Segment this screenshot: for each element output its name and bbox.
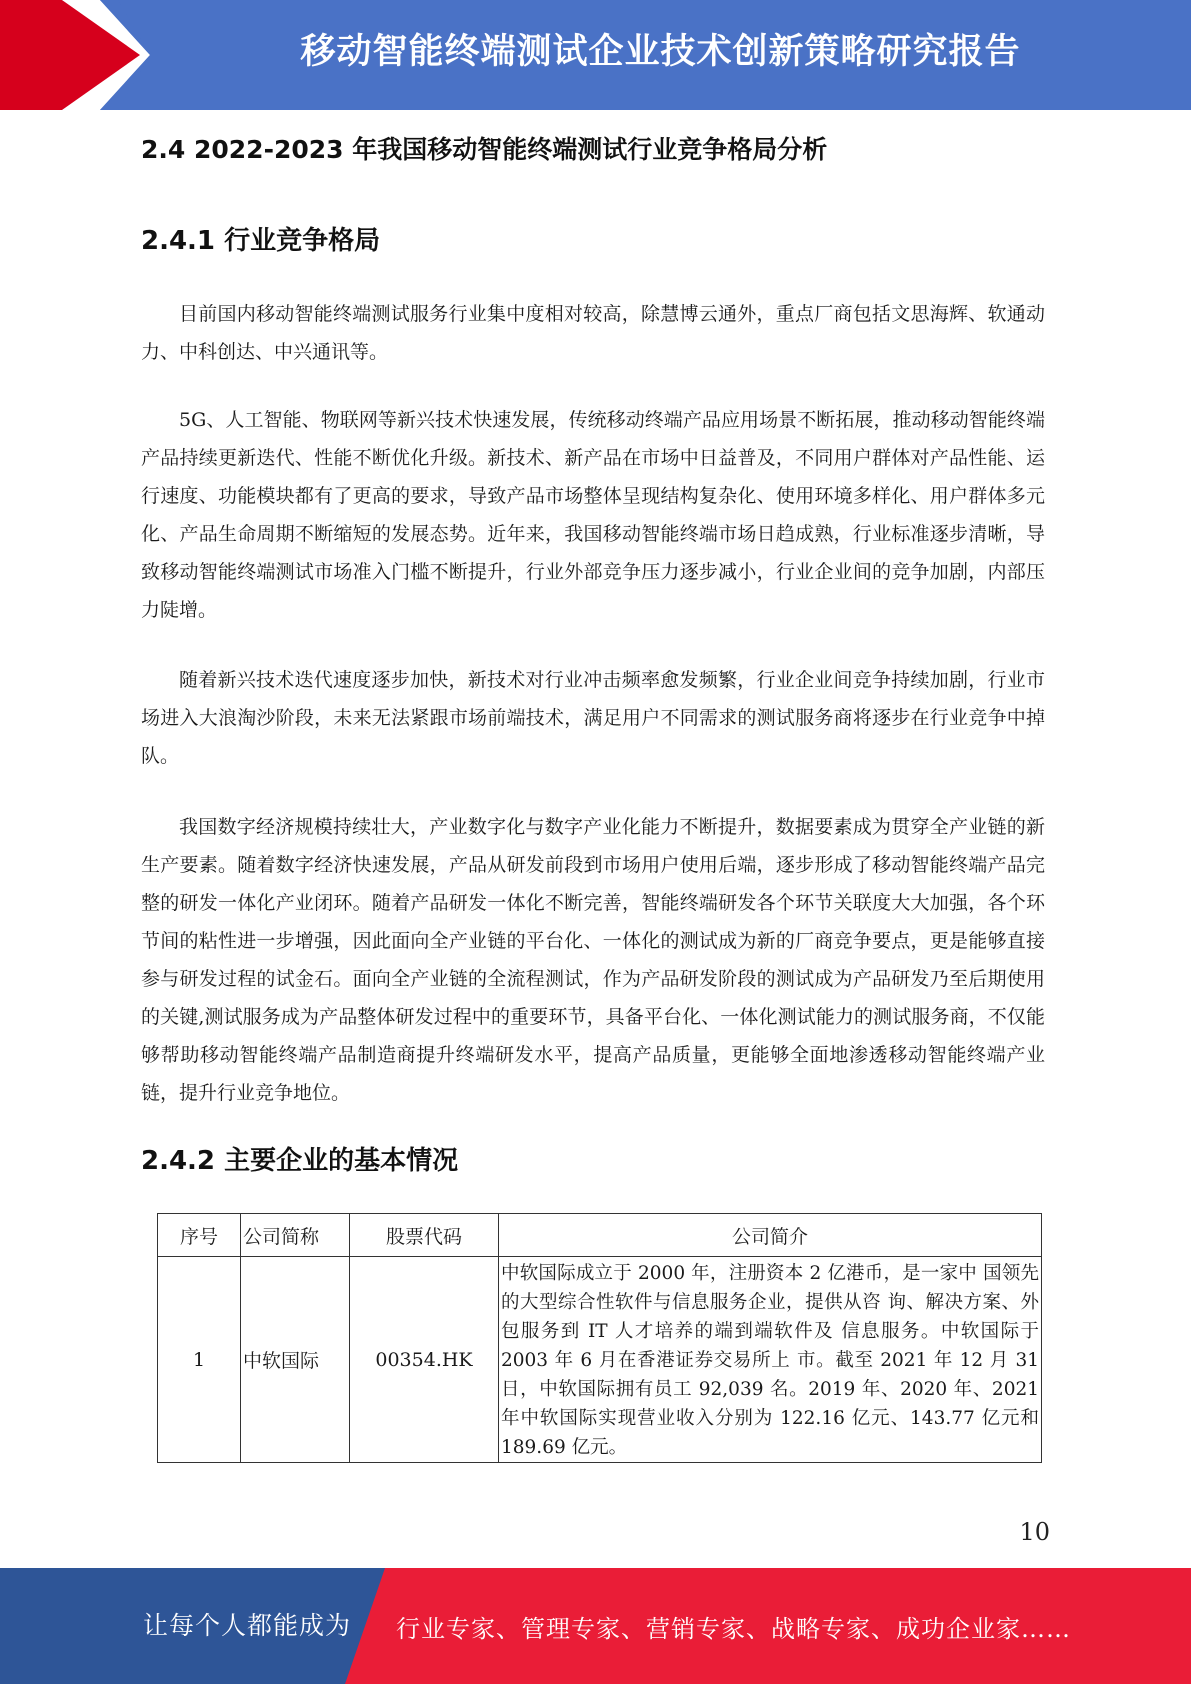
header-banner [0,0,1191,110]
section-heading-2-4: 2.4 2022-2023 年我国移动智能终端测试行业竞争格局分析 [141,135,828,164]
col-header-company: 公司简称 [241,1214,350,1257]
report-title: 移动智能终端测试企业技术创新策略研究报告 [300,32,1021,72]
company-table [157,1213,1042,1463]
section-heading-2-4-1: 2.4.1 行业竞争格局 [141,226,381,256]
col-header-stock-code: 股票代码 [350,1214,499,1257]
paragraph-2: 5G、人工智能、物联网等新兴技术快速发展，传统移动终端产品应用场景不断拓展，推动移动智能终端产品持续更新迭代、性能不断优化升级。新技术、新产品在市场中日益普及，不同用户群体对产品性能、运行速度、功能模块都有了更高的要求，导致产品市场整体呈现结构复杂化、使用环境多样化、用户群体多元化、产品生命周期不断缩短的发展态势。近年来，我国移动智能终端市场日趋成熟，行业标准逐步清晰，导致移动智能终端测试市场准入门槛不断提升，行业外部竞争压力逐步减小，行业企业间的竞争加剧，内部压力陡增。 [141,409,1045,621]
page-number: 10 [1019,1518,1050,1546]
col-header-number: 序号 [158,1214,241,1257]
cell-number: 1 [158,1257,241,1463]
paragraph-4: 我国数字经济规模持续壮大，产业数字化与数字产业化能力不断提升，数据要素成为贯穿全产业链的新生产要素。随着数字经济快速发展，产品从研发前段到市场用户使用后端，逐步形成了移动智能终端产品完整的研发一体化产业闭环。随着产品研发一体化不断完善，智能终端研发各个环节关联度大大加强，各个环节间的粘性进一步增强，因此面向全产业链的平台化、一体化的测试成为新的厂商竞争要点，更是能够直接参与研发过程的试金石。面向全产业链的全流程测试，作为产品研发阶段的测试成为产品研发乃至后期使用的关键,测试服务成为产品整体研发过程中的重要环节，具备平台化、一体化测试能力的测试服务商，不仅能够帮助移动智能终端产品制造商提升终端研发水平，提高产品质量，更能够全面地渗透移动智能终端产业链，提升行业竞争地位。 [141,816,1045,1104]
table-header-row [158,1214,1042,1257]
col-header-intro: 公司简介 [499,1214,1042,1257]
table-row [158,1257,1042,1463]
paragraph-3: 随着新兴技术迭代速度逐步加快，新技术对行业冲击频率愈发频繁，行业企业间竞争持续加剧，行业市场进入大浪淘沙阶段，未来无法紧跟市场前端技术，满足用户不同需求的测试服务商将逐步在行业竞争中掉队。 [141,669,1045,767]
company-table-wrapper [157,1213,1042,1463]
footer-slogan-left: 让每个人都能成为 [143,1611,352,1640]
section-heading-2-4-2: 2.4.2 主要企业的基本情况 [141,1146,459,1176]
cell-stock-code: 00354.HK [350,1257,499,1463]
footer-slogan-right: 行业专家、管理专家、营销专家、战略专家、成功企业家…… [396,1615,1071,1643]
cell-company: 中软国际 [241,1257,350,1463]
paragraph-1: 目前国内移动智能终端测试服务行业集中度相对较高，除慧博云通外，重点厂商包括文思海辉、软通动力、中科创达、中兴通讯等。 [141,303,1045,363]
cell-intro: 中软国际成立于 2000 年，注册资本 2 亿港币，是一家中 国领先的大型综合性软件与信息服务企业，提供从咨 询、解决方案、外包服务到 IT 人才培养的端到端软件及 信息服务。中软国际于 2003 年 6 月在香港证券交易所上 市。截至 2021 年 12 月 31 日，中软国际拥有员工 92,039 名。2019 年、2020 年、2021 年中软国际实现营业收入分别为 122.16 亿元、143.77 亿元和 189.69 亿元。 [499,1257,1042,1463]
footer-banner [0,1568,1191,1684]
